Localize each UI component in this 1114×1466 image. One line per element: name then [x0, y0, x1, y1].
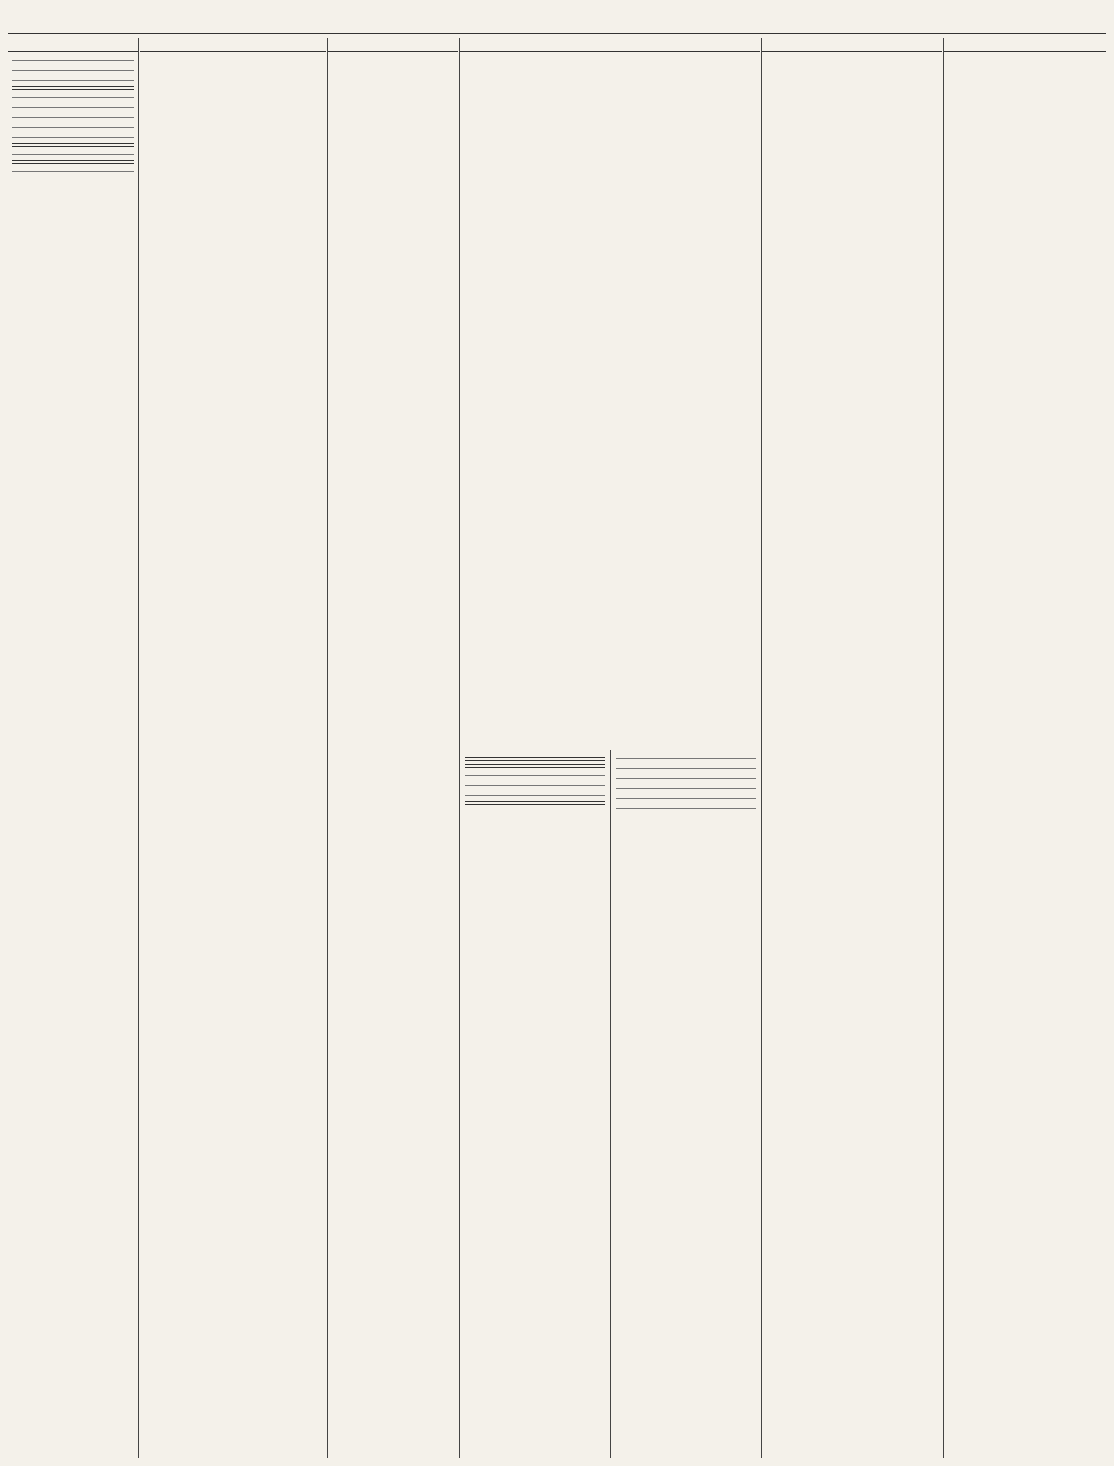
- section-head: [12, 160, 134, 164]
- junction-hotel-ad: [465, 791, 605, 796]
- campbell-ad: [12, 113, 134, 118]
- header-draper: [328, 38, 458, 52]
- header-public-notice: [762, 38, 942, 52]
- patrick-notice: [465, 771, 605, 776]
- martin-ad: [616, 784, 756, 789]
- section-head: [465, 764, 605, 768]
- thorncroft-ad: [465, 781, 605, 786]
- coach-ad: [12, 167, 134, 172]
- section-head: [465, 801, 605, 805]
- header-drapery-2: [460, 38, 760, 52]
- asher-timber-ad: [12, 76, 134, 81]
- jones-hooper-ad: [12, 123, 134, 128]
- brown-ewing-ad: [462, 54, 759, 744]
- funeral-ad: [12, 133, 134, 138]
- column-timber: [8, 54, 138, 1458]
- george-street-timber-ad: [12, 56, 134, 61]
- hawkins-ad: [12, 103, 134, 108]
- header-timber: [8, 38, 138, 52]
- adams-ad: [616, 804, 756, 809]
- niven-ad: [616, 774, 756, 779]
- section-head: [465, 757, 605, 761]
- masthead: [8, 6, 1106, 34]
- column-medical: [613, 752, 759, 1458]
- header-watchmakers: [944, 38, 1106, 52]
- ghollah-ad: [616, 794, 756, 799]
- column-thomson-strang: [140, 54, 326, 1458]
- header-drapery: [140, 38, 326, 52]
- section-head: [12, 86, 134, 90]
- section-head: [12, 143, 134, 147]
- column-inglis: [329, 54, 459, 1458]
- guthrie-ad: [12, 66, 134, 71]
- vezey-ad: [12, 150, 134, 155]
- gillies-ad: [616, 764, 756, 769]
- transatlantic-ad: [12, 93, 134, 98]
- column-money: [462, 752, 608, 1458]
- van-hemert-ad: [616, 754, 756, 759]
